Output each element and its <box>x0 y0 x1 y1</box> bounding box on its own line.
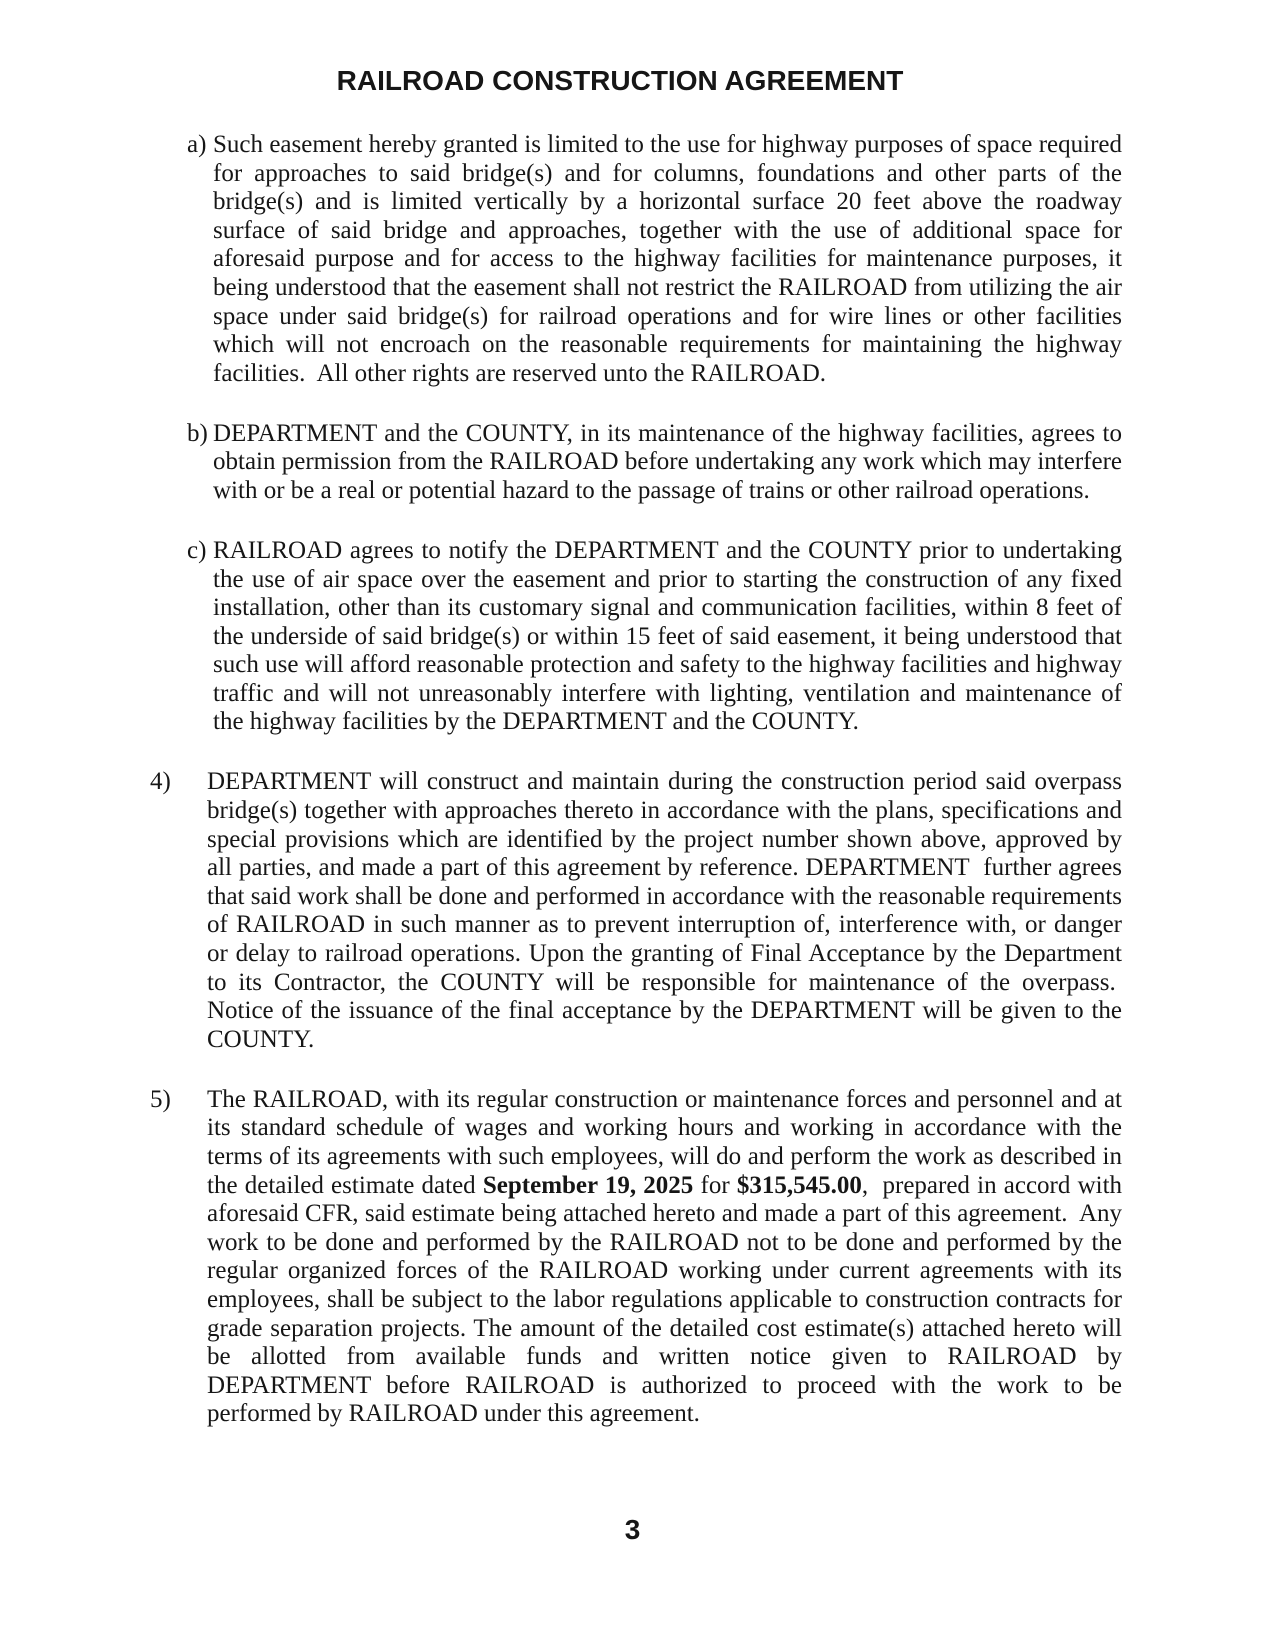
document-title: RAILROAD CONSTRUCTION AGREEMENT <box>336 65 904 96</box>
bold-text-run: September 19, 2025 <box>482 1171 694 1199</box>
paragraph-5 <box>150 1086 1122 1429</box>
text-run: DEPARTMENT will construct and maintain during the construction period said overpass bridge(s) together with approaches thereto in accordance with the plans, specifications and special provisions which are identified by the project number shown above, approved by all parties, and made a part of this agreement by reference. DEPARTMENT further agrees that said work shall be done and performed in accordance with the reasonable requirements of RAILROAD in such manner as to prevent interruption of, interference with, or danger or delay to railroad operations. Upon the granting of Final Acceptance by the Department to its Contractor, the COUNTY will be responsible for maintenance of the overpass. Notice of the issuance of the final acceptance by the DEPARTMENT will be given to the COUNTY. <box>207 768 1122 1053</box>
text-run: RAILROAD agrees to notify the DEPARTMENT and the COUNTY prior to undertaking the use of air space over the easement and prior to starting the construction of any fixed installation, other than its customary signal and communication facilities, within 8 feet of the underside of said bridge(s) or within 15 feet of said easement, it being understood that such use will afford reasonable protection and safety to the highway facilities and highway traffic and will not unreasonably interfere with lighting, ventilation and maintenance of the highway facilities by the DEPARTMENT and the COUNTY. <box>213 536 1122 736</box>
text-run: for <box>693 1171 737 1199</box>
paragraph-c <box>150 537 1122 737</box>
paragraph-marker: 4) <box>150 768 171 796</box>
paragraph-4 <box>150 768 1122 1054</box>
paragraph-b <box>150 420 1122 506</box>
text-run: Such easement hereby granted is limited to the use for highway purposes of space required for approaches to said bridge(s) and for columns, foundations and other parts of the bridge(s) and is limited vertically by a horizontal surface 20 feet above the roadway surface of said bridge and approaches, together with the use of additional space for aforesaid purpose and for access to the highway facilities for maintenance purposes, it being understood that the easement shall not restrict the RAILROAD from utilizing the air space under said bridge(s) for railroad operations and for wire lines or other facilities which will not encroach on the reasonable requirements for maintaining the highway facilities. All other rights are reserved unto the RAILROAD. <box>213 131 1122 387</box>
paragraph-marker: a) <box>187 131 207 158</box>
paragraph-a <box>150 131 1122 388</box>
page-number: 3 <box>624 1514 641 1545</box>
paragraph-marker: 5) <box>150 1085 171 1113</box>
paragraph-marker: c) <box>187 536 207 564</box>
text-run: The RAILROAD, with its regular construction or maintenance forces and personnel and at its standard schedule of wages and working hours and working in accordance with the terms of its agreements with such employees, will do and perform the work as described in the detailed estimate dated <box>207 1085 1122 1199</box>
document-body <box>150 131 1122 1460</box>
text-run: DEPARTMENT and the COUNTY, in its maintenance of the highway facilities, agrees to obtain permission from the RAILROAD before undertaking any work which may interfere with or be a real or potential hazard to the passage of trains or other railroad operations. <box>213 419 1122 504</box>
bold-text-run: $315,545.00 <box>736 1171 862 1199</box>
text-run: , prepared in accord with aforesaid CFR, said estimate being attached hereto and made a part of this agreement. Any work to be done and performed by the RAILROAD not to be done and performed by the regular organized forces of the RAILROAD working under current agreements with its employees, shall be subject to the labor regulations applicable to construction contracts for grade separation projects. The amount of the detailed cost estimate(s) attached hereto will be allotted from available funds and written notice given to RAILROAD by DEPARTMENT before RAILROAD is authorized to proceed with the work to be performed by RAILROAD under this agreement. <box>207 1171 1123 1428</box>
paragraph-marker: b) <box>187 419 208 447</box>
